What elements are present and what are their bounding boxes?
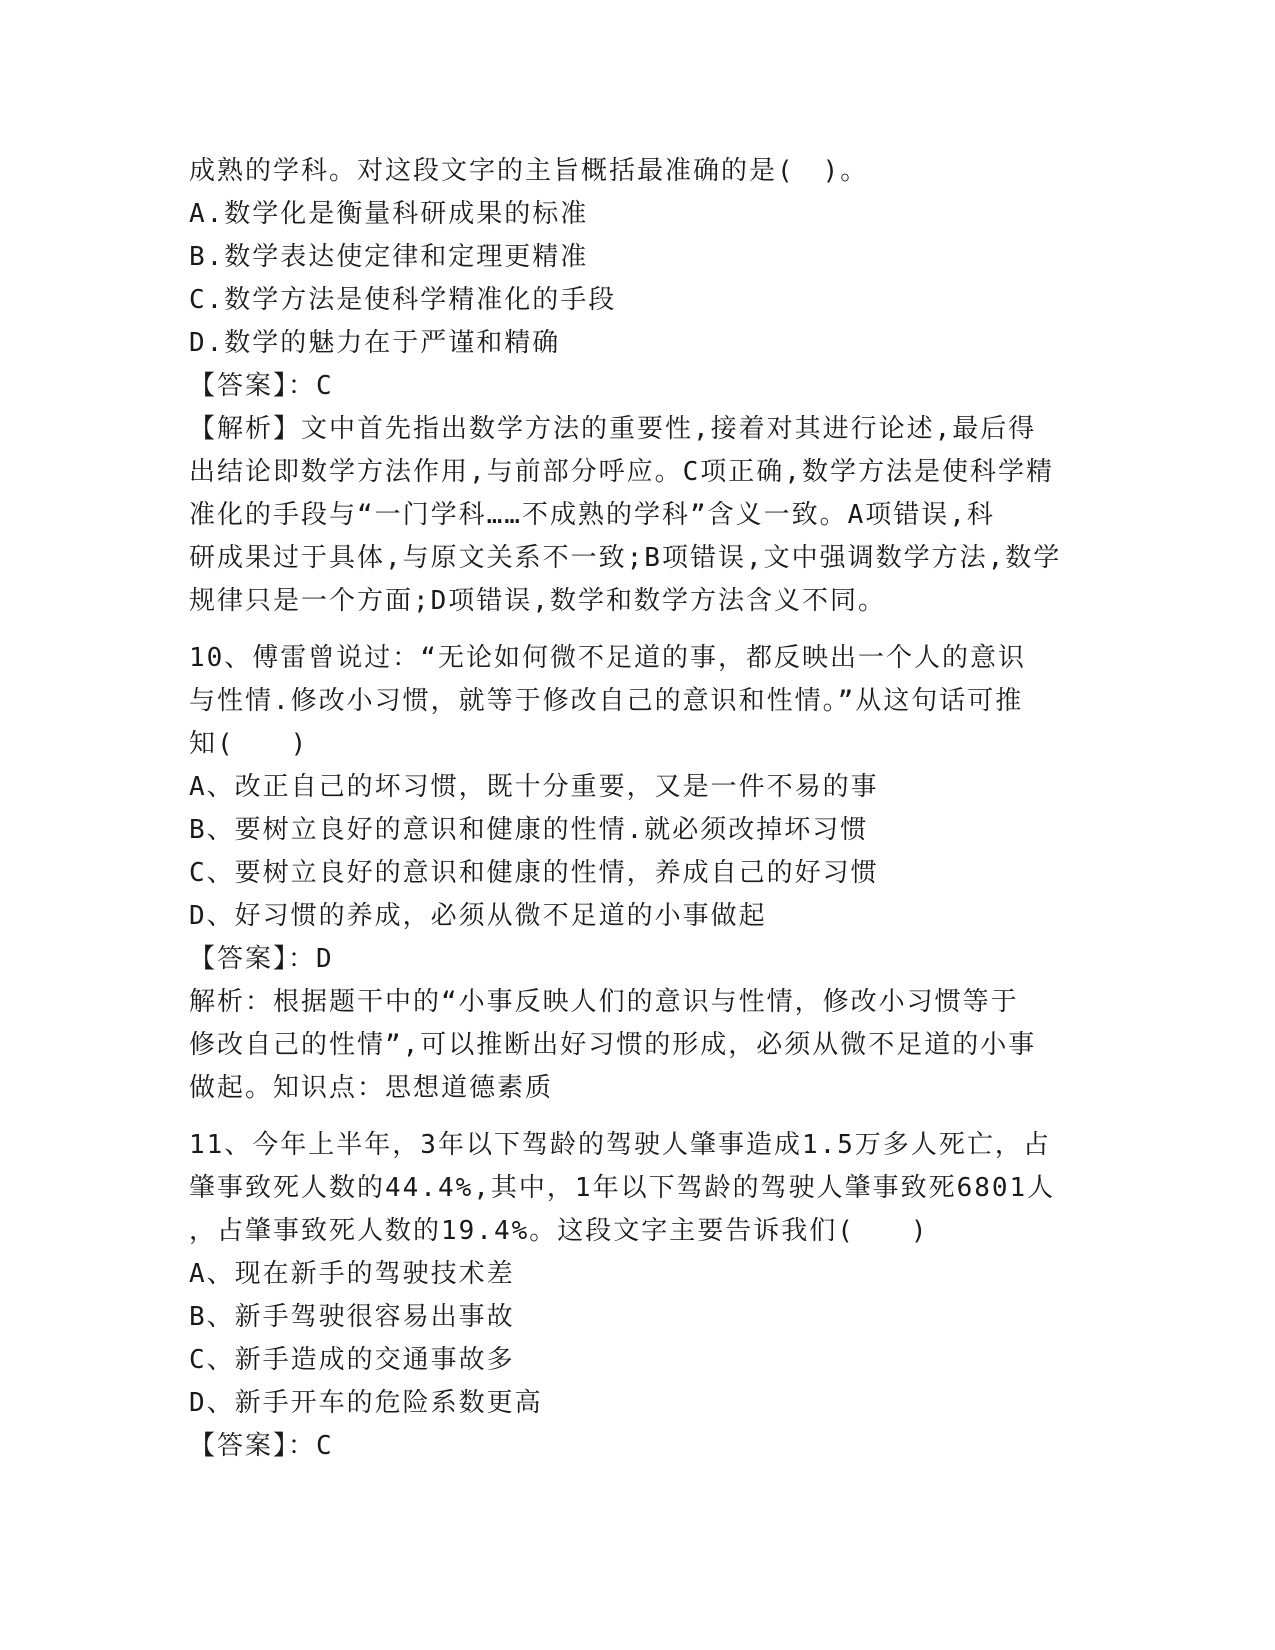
question-stem: 成熟的学科。对这段文字的主旨概括最准确的是( )。	[189, 156, 869, 186]
paragraph-gap	[189, 1110, 1089, 1124]
paragraph-gap	[189, 623, 1089, 637]
analysis-line: 做起。知识点：思想道德素质	[189, 1073, 554, 1103]
question-stem: 11、今年上半年，3年以下驾龄的驾驶人肇事造成1.5万多人死亡，占	[189, 1130, 1051, 1160]
analysis-line: 【解析】文中首先指出数学方法的重要性,接着对其进行论述,最后得	[189, 414, 1037, 444]
option-a: A、现在新手的驾驶技术差	[189, 1259, 515, 1289]
option-a: A、改正自己的坏习惯，既十分重要，又是一件不易的事	[189, 772, 879, 802]
option-d: D.数学的魅力在于严谨和精确	[189, 328, 561, 358]
option-b: B.数学表达使定律和定理更精准	[189, 242, 589, 272]
analysis-line: 准化的手段与“一门学科……不成熟的学科”含义一致。A项错误,科	[189, 500, 995, 530]
question-stem: 肇事致死人数的44.4%,其中，1年以下驾龄的驾驶人肇事致死6801人	[189, 1173, 1056, 1203]
analysis-line: 出结论即数学方法作用,与前部分呼应。C项正确,数学方法是使科学精	[189, 457, 1054, 487]
answer: 【答案】：D	[189, 944, 334, 974]
question-stem: ，占肇事致死人数的19.4%。这段文字主要告诉我们( )	[189, 1216, 929, 1246]
answer: 【答案】：C	[189, 371, 334, 401]
question-stem: 知( )	[189, 729, 309, 759]
option-c: C、要树立良好的意识和健康的性情，养成自己的好习惯	[189, 858, 879, 888]
option-d: D、好习惯的养成，必须从微不足道的小事做起	[189, 901, 767, 931]
option-d: D、新手开车的危险系数更高	[189, 1388, 543, 1418]
question-11	[189, 1124, 1089, 1468]
option-b: B、要树立良好的意识和健康的性情.就必须改掉坏习惯	[189, 815, 869, 845]
question-stem: 10、傅雷曾说过：“无论如何微不足道的事，都反映出一个人的意识	[189, 643, 1026, 673]
analysis-line: 修改自己的性情”,可以推断出好习惯的形成，必须从微不足道的小事	[189, 1030, 1037, 1060]
analysis-line: 规律只是一个方面;D项错误,数学和数学方法含义不同。	[189, 586, 886, 616]
option-c: C、新手造成的交通事故多	[189, 1345, 515, 1375]
question-9	[189, 150, 1089, 623]
question-10	[189, 637, 1089, 1110]
option-c: C.数学方法是使科学精准化的手段	[189, 285, 617, 315]
analysis-line: 研成果过于具体,与原文关系不一致;B项错误,文中强调数学方法,数学	[189, 543, 1062, 573]
analysis-line: 解析：根据题干中的“小事反映人们的意识与性情，修改小习惯等于	[189, 987, 1019, 1017]
option-a: A.数学化是衡量科研成果的标准	[189, 199, 589, 229]
document-page	[189, 150, 1089, 1468]
option-b: B、新手驾驶很容易出事故	[189, 1302, 515, 1332]
answer: 【答案】：C	[189, 1431, 334, 1461]
question-stem: 与性情.修改小习惯，就等于修改自己的意识和性情。”从这句话可推	[189, 686, 1024, 716]
